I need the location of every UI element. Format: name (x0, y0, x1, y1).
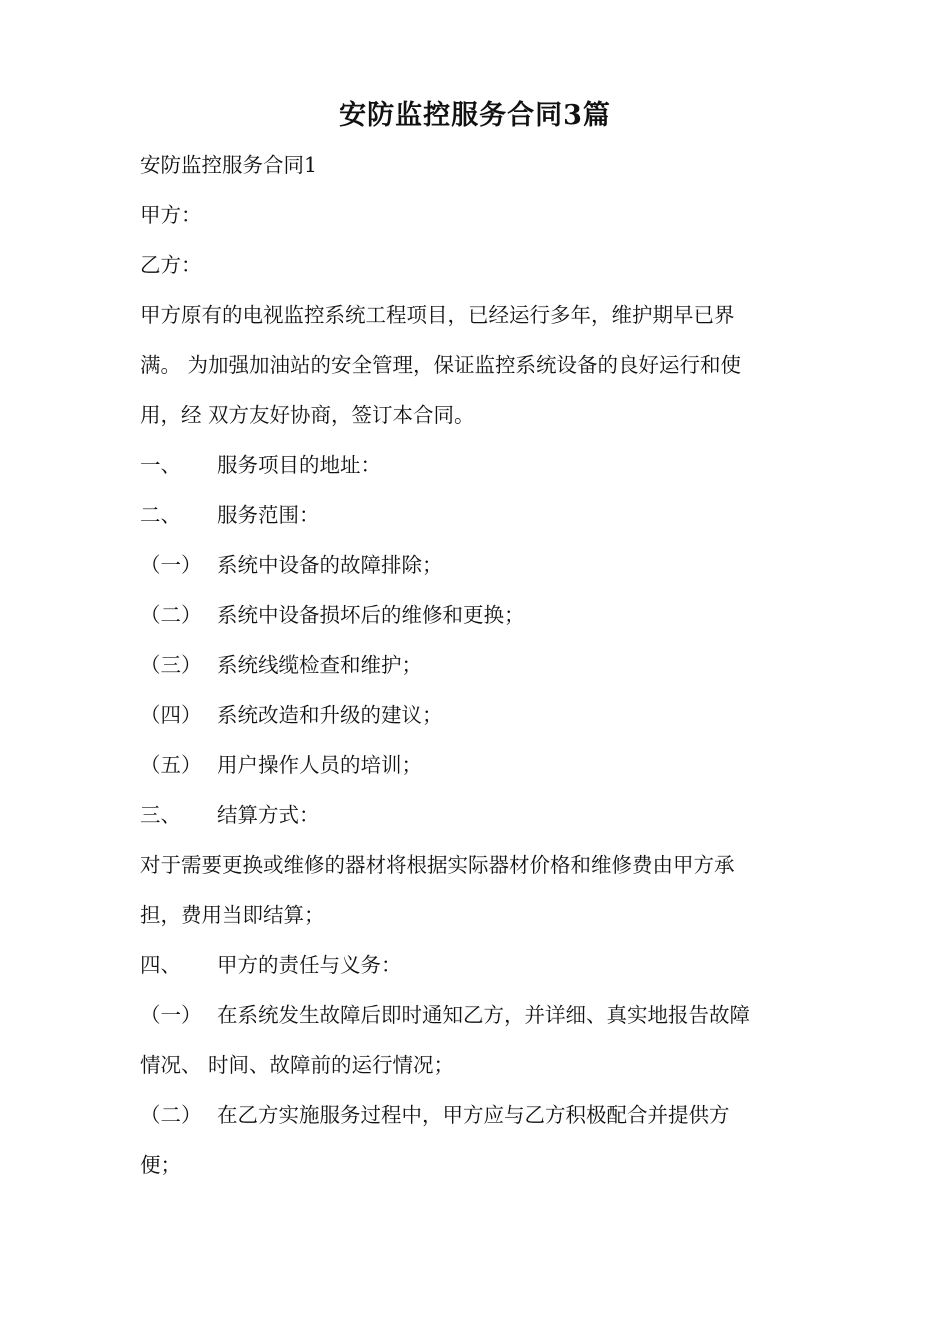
section-heading-4 (140, 940, 812, 990)
item-text: 系统线缆检查和维护； (217, 653, 422, 677)
section-number: 四、 (140, 953, 181, 977)
contract-subtitle: 安防监控服务合同1 (140, 153, 318, 177)
scope-item (140, 590, 812, 640)
duty-item-continued: 情况、 时间、故障前的运行情况； (140, 1053, 455, 1077)
section-heading-1 (140, 440, 812, 490)
section-number: 一、 (140, 453, 181, 477)
item-number: （三） (140, 653, 202, 677)
item-text: 用户操作人员的培训； (217, 753, 422, 777)
duty-item (140, 1090, 812, 1140)
section-number: 三、 (140, 803, 181, 827)
scope-item (140, 540, 812, 590)
section-number: 二、 (140, 503, 181, 527)
settlement-line: 对于需要更换或维修的器材将根据实际器材价格和维修费由甲方承 (140, 853, 735, 877)
item-text: 系统中设备损坏后的维修和更换； (217, 603, 525, 627)
section-title: 甲方的责任与义务： (217, 953, 402, 977)
party-b-label: 乙方： (140, 253, 202, 277)
scope-item (140, 690, 812, 740)
item-text: 系统改造和升级的建议； (217, 703, 443, 727)
section-heading-3 (140, 790, 812, 840)
scope-item (140, 740, 812, 790)
party-a-label: 甲方： (140, 203, 202, 227)
settlement-line: 担，费用当即结算； (140, 903, 325, 927)
duty-item-continued: 便； (140, 1153, 181, 1177)
section-heading-2 (140, 490, 812, 540)
item-text: 在系统发生故障后即时通知乙方，并详细、真实地报告故障 (217, 1003, 750, 1027)
section-title: 结算方式： (217, 803, 320, 827)
item-number: （二） (140, 603, 202, 627)
duty-item (140, 990, 812, 1040)
document-title: 安防监控服务合同3篇 (339, 100, 611, 131)
item-number: （二） (140, 1103, 202, 1127)
item-number: （四） (140, 703, 202, 727)
item-number: （一） (140, 553, 202, 577)
item-number: （五） (140, 753, 202, 777)
section-title: 服务项目的地址： (217, 453, 381, 477)
intro-line: 用，经 双方友好协商，签订本合同。 (140, 403, 475, 427)
intro-line: 甲方原有的电视监控系统工程项目，已经运行多年，维护期早已界 (140, 303, 735, 327)
scope-item (140, 640, 812, 690)
item-number: （一） (140, 1003, 202, 1027)
item-text: 系统中设备的故障排除； (217, 553, 443, 577)
section-title: 服务范围： (217, 503, 320, 527)
intro-line: 满。 为加强加油站的安全管理，保证监控系统设备的良好运行和使 (140, 353, 742, 377)
item-text: 在乙方实施服务过程中，甲方应与乙方积极配合并提供方 (217, 1103, 730, 1127)
